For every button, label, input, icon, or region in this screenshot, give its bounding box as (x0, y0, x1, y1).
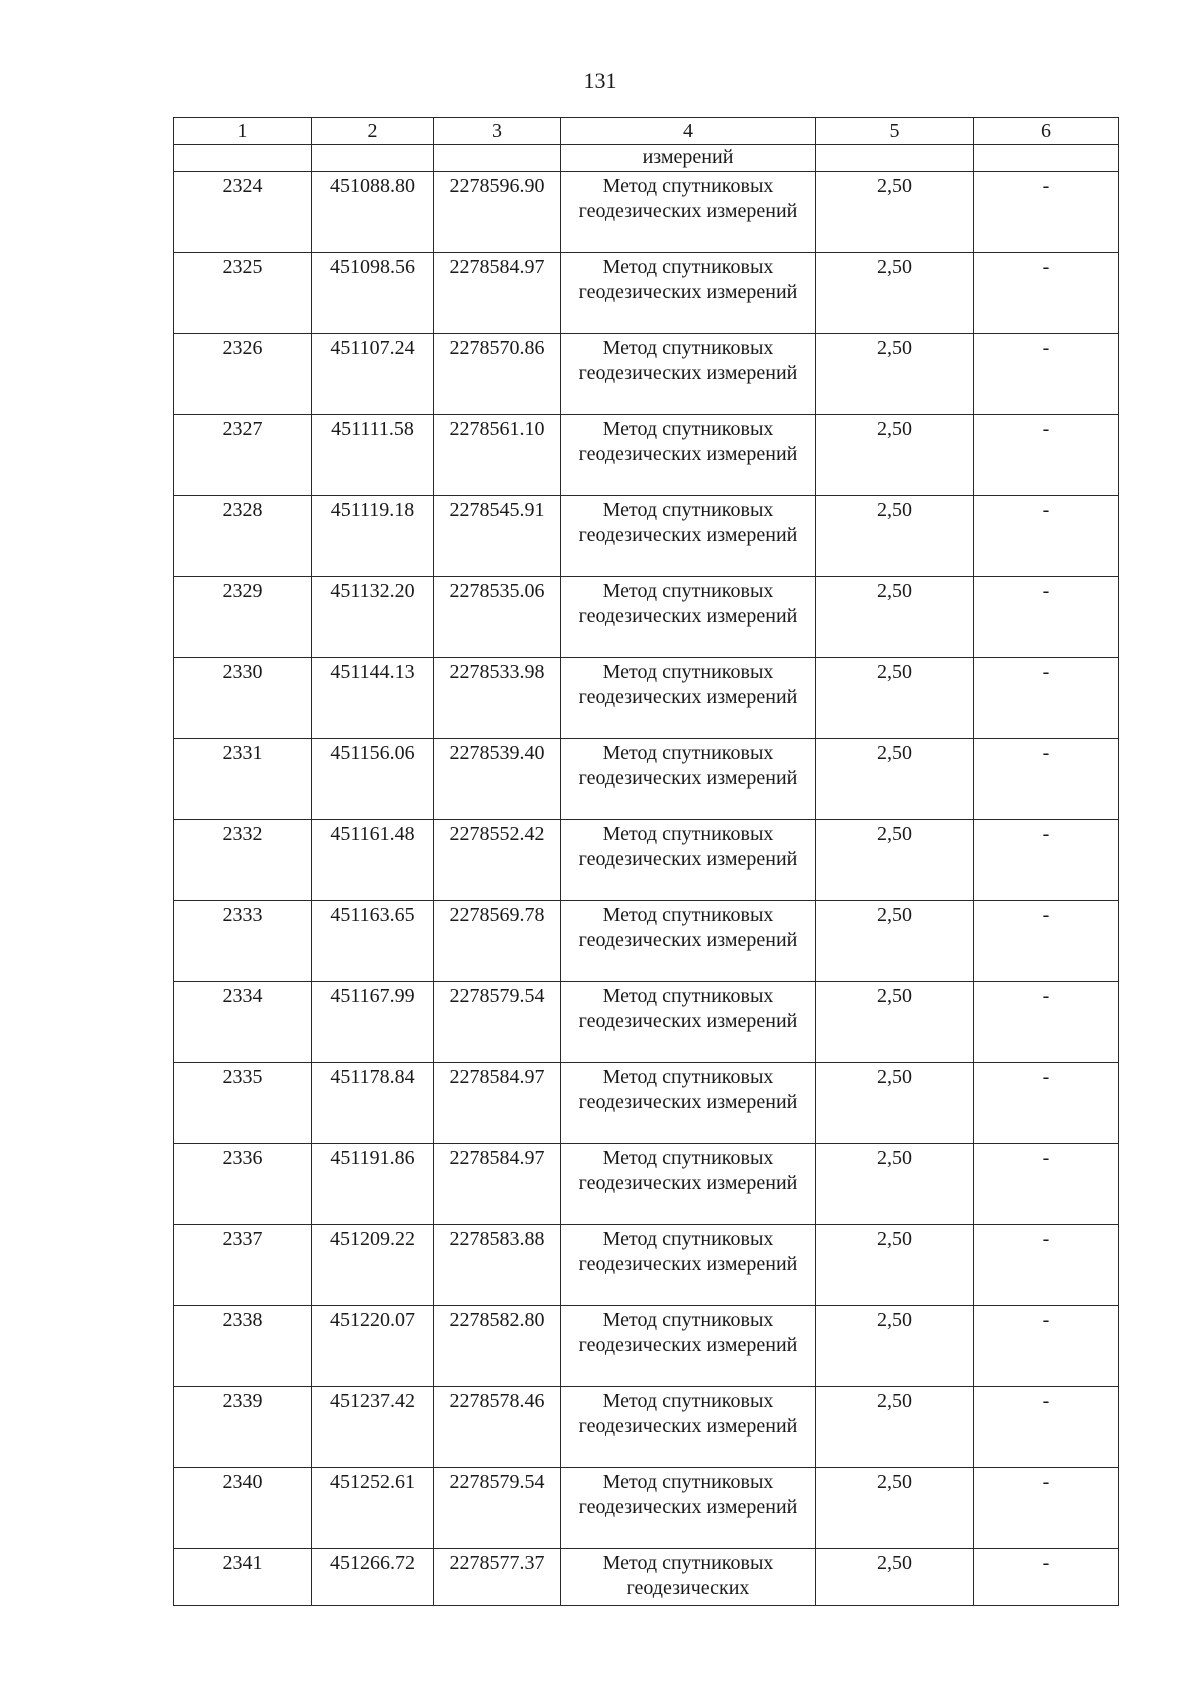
method-cell: Метод спутниковых геодезических измерений (561, 900, 816, 981)
x-coordinate-cell: 451132.20 (312, 576, 434, 657)
x-coordinate-cell: 451167.99 (312, 981, 434, 1062)
table-row (174, 171, 1119, 252)
header-cell: 4 (561, 118, 816, 145)
accuracy-cell: 2,50 (816, 495, 974, 576)
coordinates-table (173, 117, 1119, 1606)
point-number-cell: 2340 (174, 1467, 312, 1548)
note-cell: - (974, 1386, 1119, 1467)
note-cell: - (974, 1467, 1119, 1548)
method-cell: Метод спутниковых геодезических измерений (561, 819, 816, 900)
x-coordinate-cell: 451178.84 (312, 1062, 434, 1143)
table-row (174, 657, 1119, 738)
note-cell: - (974, 1143, 1119, 1224)
accuracy-cell: 2,50 (816, 1062, 974, 1143)
table-row (174, 1305, 1119, 1386)
accuracy-cell: 2,50 (816, 333, 974, 414)
accuracy-cell: 2,50 (816, 171, 974, 252)
note-cell: - (974, 414, 1119, 495)
accuracy-cell: 2,50 (816, 1467, 974, 1548)
table-row (174, 333, 1119, 414)
point-number-cell: 2331 (174, 738, 312, 819)
accuracy-cell: 2,50 (816, 252, 974, 333)
method-cell: измерений (561, 145, 816, 172)
y-coordinate-cell: 2278533.98 (434, 657, 561, 738)
y-coordinate-cell: 2278582.80 (434, 1305, 561, 1386)
y-coordinate-cell: 2278552.42 (434, 819, 561, 900)
accuracy-cell: 2,50 (816, 1224, 974, 1305)
table-row (174, 495, 1119, 576)
point-number-cell: 2336 (174, 1143, 312, 1224)
x-coordinate-cell: 451088.80 (312, 171, 434, 252)
y-coordinate-cell: 2278579.54 (434, 981, 561, 1062)
y-coordinate-cell: 2278535.06 (434, 576, 561, 657)
accuracy-cell: 2,50 (816, 414, 974, 495)
x-coordinate-cell: 451266.72 (312, 1548, 434, 1605)
x-coordinate-cell: 451119.18 (312, 495, 434, 576)
point-number-cell: 2334 (174, 981, 312, 1062)
note-cell: - (974, 819, 1119, 900)
accuracy-cell: 2,50 (816, 576, 974, 657)
continuation-row (174, 145, 1119, 172)
x-coordinate-cell: 451098.56 (312, 252, 434, 333)
header-cell: 1 (174, 118, 312, 145)
y-coordinate-cell: 2278578.46 (434, 1386, 561, 1467)
y-coordinate-cell: 2278579.54 (434, 1467, 561, 1548)
header-cell: 3 (434, 118, 561, 145)
table-row (174, 1548, 1119, 1605)
accuracy-cell: 2,50 (816, 1548, 974, 1605)
point-number-cell: 2330 (174, 657, 312, 738)
method-cell: Метод спутниковых геодезических измерений (561, 1467, 816, 1548)
method-cell: Метод спутниковых геодезических измерений (561, 1386, 816, 1467)
table-row (174, 252, 1119, 333)
note-cell: - (974, 738, 1119, 819)
note-cell: - (974, 252, 1119, 333)
point-number-cell: 2339 (174, 1386, 312, 1467)
note-cell: - (974, 1305, 1119, 1386)
accuracy-cell: 2,50 (816, 738, 974, 819)
cell (174, 145, 312, 172)
method-cell: Метод спутниковых геодезических измерений (561, 495, 816, 576)
y-coordinate-cell: 2278583.88 (434, 1224, 561, 1305)
x-coordinate-cell: 451237.42 (312, 1386, 434, 1467)
x-coordinate-cell: 451161.48 (312, 819, 434, 900)
table-row (174, 1062, 1119, 1143)
point-number-cell: 2332 (174, 819, 312, 900)
table-row (174, 1224, 1119, 1305)
table-row (174, 819, 1119, 900)
note-cell: - (974, 495, 1119, 576)
method-cell: Метод спутниковых геодезических измерений (561, 1143, 816, 1224)
note-cell: - (974, 981, 1119, 1062)
y-coordinate-cell: 2278569.78 (434, 900, 561, 981)
x-coordinate-cell: 451252.61 (312, 1467, 434, 1548)
method-cell: Метод спутниковых геодезических измерений (561, 414, 816, 495)
table-row (174, 1467, 1119, 1548)
table-row (174, 576, 1119, 657)
point-number-cell: 2333 (174, 900, 312, 981)
table-row (174, 738, 1119, 819)
y-coordinate-cell: 2278584.97 (434, 252, 561, 333)
note-cell: - (974, 576, 1119, 657)
note-cell: - (974, 900, 1119, 981)
accuracy-cell: 2,50 (816, 1143, 974, 1224)
table-row (174, 900, 1119, 981)
x-coordinate-cell: 451163.65 (312, 900, 434, 981)
header-cell: 6 (974, 118, 1119, 145)
accuracy-cell: 2,50 (816, 1305, 974, 1386)
accuracy-cell: 2,50 (816, 900, 974, 981)
note-cell: - (974, 1548, 1119, 1605)
method-cell: Метод спутниковых геодезических измерений (561, 333, 816, 414)
point-number-cell: 2335 (174, 1062, 312, 1143)
point-number-cell: 2327 (174, 414, 312, 495)
y-coordinate-cell: 2278584.97 (434, 1062, 561, 1143)
point-number-cell: 2324 (174, 171, 312, 252)
cell (816, 145, 974, 172)
method-cell: Метод спутниковых геодезических измерений (561, 1062, 816, 1143)
point-number-cell: 2329 (174, 576, 312, 657)
y-coordinate-cell: 2278539.40 (434, 738, 561, 819)
point-number-cell: 2328 (174, 495, 312, 576)
accuracy-cell: 2,50 (816, 1386, 974, 1467)
table-row (174, 981, 1119, 1062)
note-cell: - (974, 171, 1119, 252)
method-cell: Метод спутниковых геодезических (561, 1548, 816, 1605)
y-coordinate-cell: 2278584.97 (434, 1143, 561, 1224)
point-number-cell: 2341 (174, 1548, 312, 1605)
method-cell: Метод спутниковых геодезических измерений (561, 657, 816, 738)
note-cell: - (974, 1062, 1119, 1143)
x-coordinate-cell: 451107.24 (312, 333, 434, 414)
y-coordinate-cell: 2278545.91 (434, 495, 561, 576)
note-cell: - (974, 333, 1119, 414)
method-cell: Метод спутниковых геодезических измерений (561, 576, 816, 657)
note-cell: - (974, 1224, 1119, 1305)
x-coordinate-cell: 451191.86 (312, 1143, 434, 1224)
point-number-cell: 2338 (174, 1305, 312, 1386)
header-cell: 5 (816, 118, 974, 145)
table-row (174, 1143, 1119, 1224)
y-coordinate-cell: 2278570.86 (434, 333, 561, 414)
method-cell: Метод спутниковых геодезических измерений (561, 1224, 816, 1305)
method-cell: Метод спутниковых геодезических измерений (561, 981, 816, 1062)
point-number-cell: 2326 (174, 333, 312, 414)
x-coordinate-cell: 451111.58 (312, 414, 434, 495)
y-coordinate-cell: 2278596.90 (434, 171, 561, 252)
point-number-cell: 2337 (174, 1224, 312, 1305)
note-cell: - (974, 657, 1119, 738)
point-number-cell: 2325 (174, 252, 312, 333)
method-cell: Метод спутниковых геодезических измерений (561, 1305, 816, 1386)
table-row (174, 414, 1119, 495)
method-cell: Метод спутниковых геодезических измерений (561, 252, 816, 333)
header-cell: 2 (312, 118, 434, 145)
y-coordinate-cell: 2278561.10 (434, 414, 561, 495)
accuracy-cell: 2,50 (816, 657, 974, 738)
x-coordinate-cell: 451220.07 (312, 1305, 434, 1386)
table-row (174, 1386, 1119, 1467)
x-coordinate-cell: 451144.13 (312, 657, 434, 738)
x-coordinate-cell: 451156.06 (312, 738, 434, 819)
accuracy-cell: 2,50 (816, 981, 974, 1062)
x-coordinate-cell: 451209.22 (312, 1224, 434, 1305)
table-header-row (174, 118, 1119, 145)
cell (974, 145, 1119, 172)
page-number: 131 (583, 68, 617, 93)
accuracy-cell: 2,50 (816, 819, 974, 900)
y-coordinate-cell: 2278577.37 (434, 1548, 561, 1605)
method-cell: Метод спутниковых геодезических измерений (561, 171, 816, 252)
method-cell: Метод спутниковых геодезических измерений (561, 738, 816, 819)
cell (434, 145, 561, 172)
cell (312, 145, 434, 172)
